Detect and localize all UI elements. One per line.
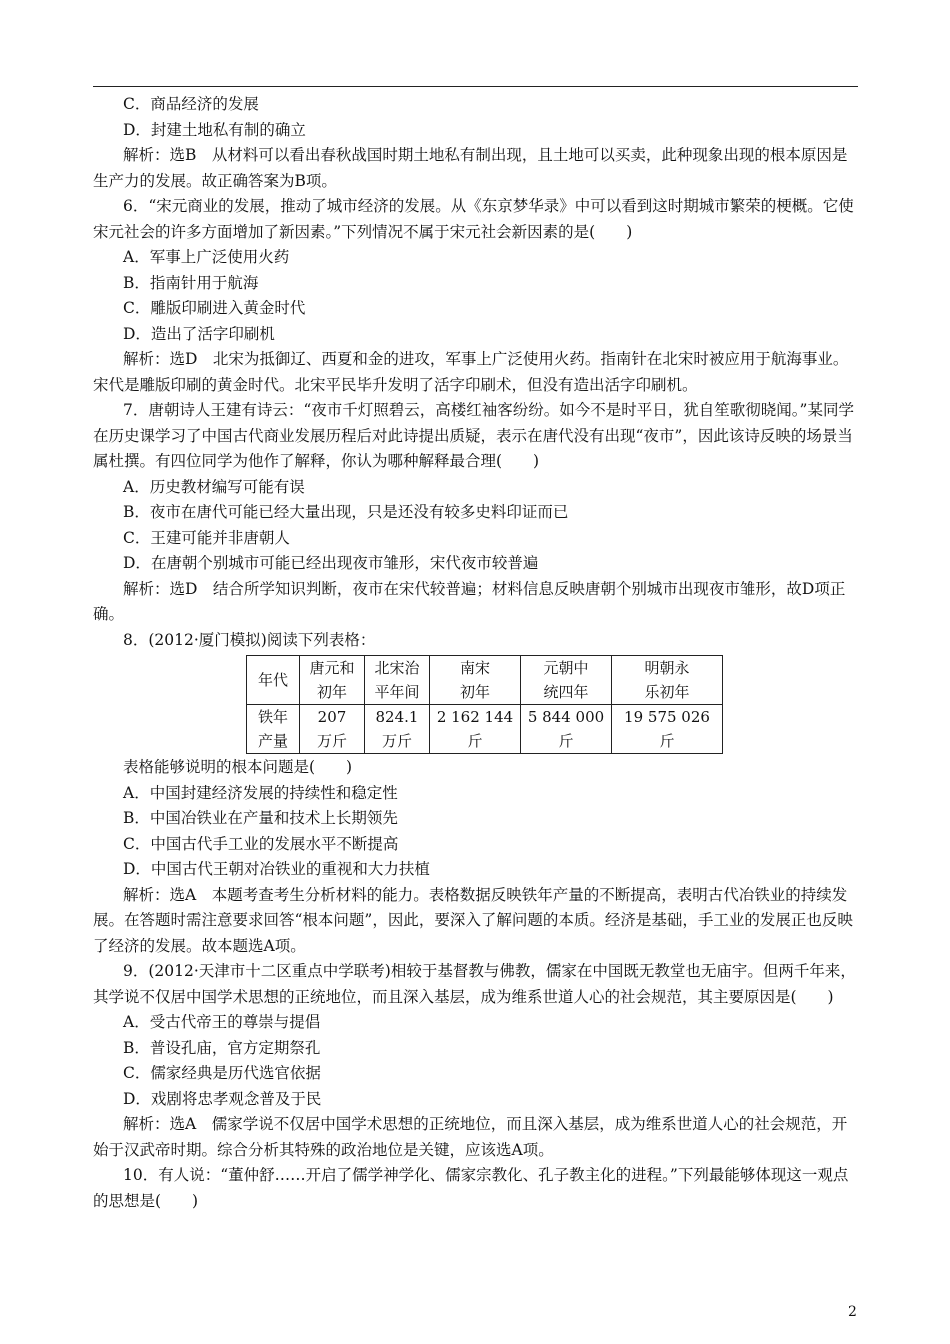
analysis-q9: 解析：选A 儒家学说不仅居中国学术思想的正统地位，而且深入基层，成为维系世道人心的社会规范，开始于汉武帝时期。综合分析其特殊的政治地位是关键，应该选A项。 [93,1115,848,1159]
option-b-q8: B．中国冶铁业在产量和技术上长期领先 [123,809,398,827]
question-8: 8．(2012·厦门模拟)阅读下列表格： [123,630,376,649]
analysis-q5: 解析：选B 从材料可以看出春秋战国时期土地私有制出现，且土地可以买卖，此种现象出现的根本原因是生产力的发展。故正确答案为B项。 [93,146,848,190]
option-b-q9: B．普设孔庙，官方定期祭孔 [123,1038,321,1057]
table-header-cell: 明朝永 乐初年 [612,656,723,705]
option-c-q8: C．中国古代手工业的发展水平不断提高 [123,834,399,853]
question-7: 7．唐朝诗人王建有诗云：“夜市千灯照碧云，高楼红袖客纷纷。如今不是时平日，犹自笙歌彻晓闻。”某同学在历史课学习了中国古代商业发展历程后对此诗提出质疑，表示在唐代没有出现“夜市”，因此该诗反映的场景当属杜撰。有四位同学为他作了解释，你认为哪种解释最合理( ) [93,401,854,470]
table-cell: 2 162 144 斤 [430,705,521,754]
table-header-cell: 南宋 初年 [430,656,521,705]
option-c-q9: C．儒家经典是历代选官依据 [123,1064,321,1082]
table-header-cell: 年代 [247,656,300,705]
table-cell: 824.1 万斤 [365,705,430,754]
option-a-q9: A．受古代帝王的尊崇与提倡 [123,1013,321,1031]
iron-output-table [246,655,723,754]
table-cell: 铁年 产量 [247,705,300,754]
option-d-q9: D．戏剧将忠孝观念普及于民 [123,1089,322,1108]
analysis-q6: 解析：选D 北宋为抵御辽、西夏和金的进攻，军事上广泛使用火药。指南针在北宋时被应用于航海事业。宋代是雕版印刷的黄金时代。北宋平民毕升发明了活字印刷术，但没有造出活字印刷机。 [93,350,849,394]
analysis-q7: 解析：选D 结合所学知识判断，夜市在宋代较普遍；材料信息反映唐朝个别城市出现夜市雏形，故D项正确。 [93,579,846,623]
table-header-cell: 唐元和 初年 [300,656,365,705]
option-d-q7: D．在唐朝个别城市可能已经出现夜市雏形，宋代夜市较普遍 [123,554,539,572]
option-d-q6: D．造出了活字印刷机 [123,324,275,343]
table-header-cell: 北宋治 平年间 [365,656,430,705]
option-a-q7: A．历史教材编写可能有误 [123,477,305,496]
option-d-q8: D．中国古代王朝对冶铁业的重视和大力扶植 [123,860,430,878]
table-row [247,705,723,754]
table-cell: 207 万斤 [300,705,365,754]
question-9: 9．(2012·天津市十二区重点中学联考)相较于基督教与佛教，儒家在中国既无教堂也无庙宇。但两千年来，其学说不仅居中国学术思想的正统地位，而且深入基层，成为维系世道人心的社会规范，其主要原因是( ) [93,962,856,1006]
header-rule [93,86,858,87]
table-cell: 19 575 026 斤 [612,705,723,754]
table-cell: 5 844 000 斤 [521,705,612,754]
question-6: 6．“宋元商业的发展，推动了城市经济的发展。从《东京梦华录》中可以看到这时期城市繁荣的梗概。它使宋元社会的许多方面增加了新因素。”下列情况不属于宋元社会新因素的是( ) [93,197,854,241]
page-number: 2 [848,1304,857,1320]
option-a-q6: A．军事上广泛使用火药 [123,248,290,266]
table-row [247,656,723,705]
option-c-q5: C．商品经济的发展 [123,95,259,113]
option-c-q6: C．雕版印刷进入黄金时代 [123,299,306,317]
question-10: 10．有人说：“董仲舒……开启了儒学神学化、儒家宗教化、孔子教主化的进程。”下列最能够体现这一观点的思想是( ) [93,1166,849,1210]
option-d-q5: D．封建土地私有制的确立 [123,120,306,139]
analysis-q8: 解析：选A 本题考查考生分析材料的能力。表格数据反映铁年产量的不断提高，表明古代冶铁业的持续发展。在答题时需注意要求回答“根本问题”，因此，要深入了解问题的本质。经济是基础，手工业的发展正也反映了经济的发展。故本题选A项。 [93,885,853,955]
option-b-q7: B．夜市在唐代可能已经大量出现，只是还没有较多史料印证而已 [123,503,569,521]
document-body [93,92,858,1214]
question-8-stem: 表格能够说明的根本问题是( ) [123,758,353,776]
option-b-q6: B．指南针用于航海 [123,273,259,292]
table-header-cell: 元朝中 统四年 [521,656,612,705]
option-c-q7: C．王建可能并非唐朝人 [123,528,290,547]
option-a-q8: A．中国封建经济发展的持续性和稳定性 [123,783,398,802]
